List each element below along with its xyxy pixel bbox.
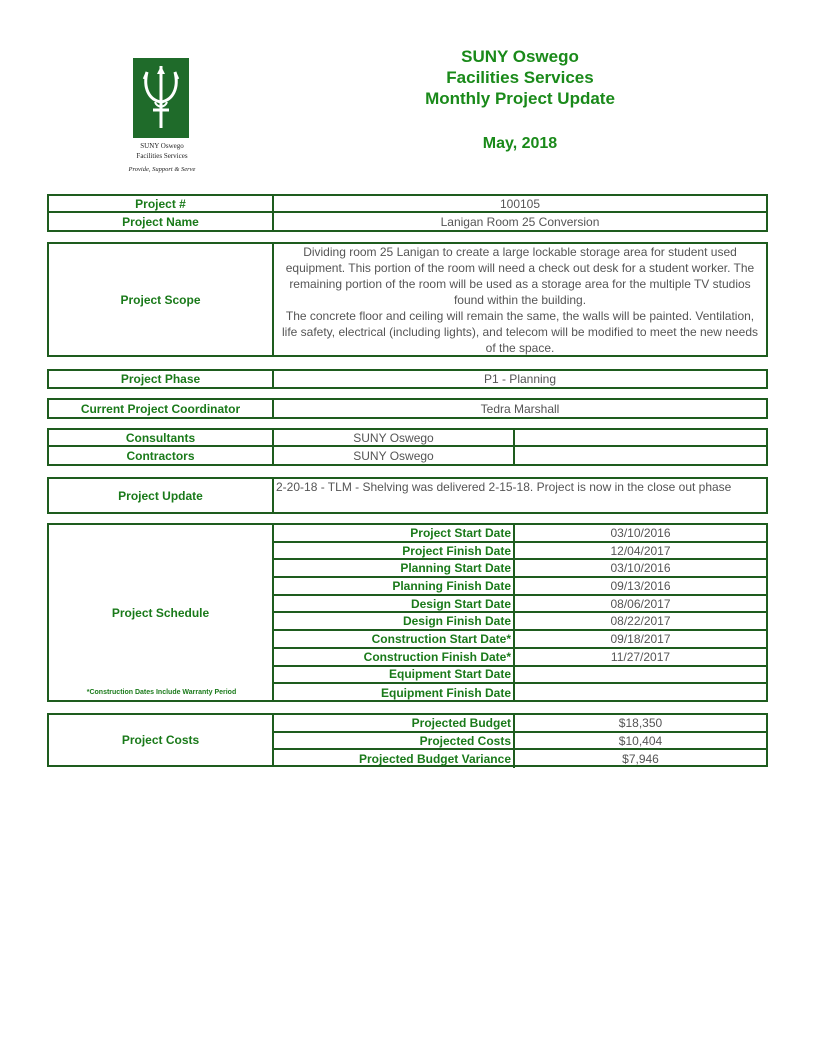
schedule-row-value [515, 667, 766, 683]
contractors-extra [515, 447, 766, 464]
project-phase-value: P1 - Planning [483, 372, 557, 386]
schedule-row-label: Project Start Date [274, 525, 515, 541]
project-update-label: Project Update [49, 479, 274, 512]
coordinator-table [47, 398, 768, 419]
schedule-row [274, 578, 766, 596]
schedule-row [274, 525, 766, 543]
project-costs-label [49, 715, 274, 765]
header-line-1: SUNY Oswego [461, 47, 579, 66]
logo-dept: Facilities Services [136, 152, 188, 160]
coordinator-row [49, 400, 766, 417]
schedule-row-value: 11/27/2017 [610, 649, 671, 664]
trident-icon [139, 62, 183, 134]
project-scope-value [274, 244, 766, 355]
cost-row-value: $7,946 [622, 752, 659, 767]
schedule-row-label: Project Finish Date [274, 543, 515, 559]
schedule-row [274, 667, 766, 685]
project-number-label: Project # [49, 196, 274, 211]
schedule-row [274, 543, 766, 561]
consultants-value: SUNY Oswego [274, 430, 515, 445]
schedule-row-value: 09/13/2016 [610, 578, 671, 593]
schedule-row [274, 613, 766, 631]
project-scope-row [49, 244, 766, 355]
schedule-row-value: 12/04/2017 [610, 543, 671, 558]
project-number-value: 100105 [499, 196, 541, 211]
cost-row [274, 715, 766, 733]
contractors-row [49, 447, 766, 464]
project-schedule-label [49, 525, 274, 700]
project-costs-table [47, 713, 768, 767]
project-schedule-label-text: Project Schedule [111, 605, 210, 620]
project-schedule-table [47, 523, 768, 702]
schedule-note: *Construction Dates Include Warranty Period [86, 689, 237, 696]
schedule-row-value: 03/10/2016 [610, 525, 671, 540]
suny-oswego-logo [133, 58, 189, 138]
project-scope-text-2: The concrete floor and ceiling will remain the same, the walls will be painted. Ventilation, life safety, electrical (including lights), and telecom will be modified to meet the new needs of the space. [281, 308, 758, 355]
coordinator-value: Tedra Marshall [480, 401, 560, 416]
schedule-row-value: 08/06/2017 [610, 596, 671, 611]
project-name-value: Lanigan Room 25 Conversion [440, 214, 600, 229]
coordinator-label: Current Project Coordinator [49, 400, 274, 417]
schedule-rows [274, 525, 766, 702]
schedule-row [274, 649, 766, 667]
cost-row [274, 750, 766, 768]
project-name-label: Project Name [49, 213, 274, 230]
project-scope-text-1: Dividing room 25 Lanigan to create a large lockable storage area for student used equipment. This portion of the room will need a check out desk for a student worker. The remaining portion of the room will be used as a storage area for the multiple TV studios found within the building. [285, 244, 755, 307]
logo-name: SUNY Oswego [140, 142, 184, 150]
project-name-row [49, 213, 766, 230]
schedule-row-label: Equipment Finish Date [274, 684, 515, 702]
project-number-row [49, 196, 766, 213]
project-scope-table [47, 242, 768, 357]
cost-row-value: $18,350 [618, 715, 663, 730]
cost-row-value: $10,404 [618, 733, 663, 748]
schedule-row-value: 08/22/2017 [610, 614, 671, 629]
header-title [360, 46, 680, 109]
header-line-3: Monthly Project Update [425, 89, 615, 108]
schedule-row-value [515, 684, 766, 702]
cost-row-label: Projected Budget [274, 715, 515, 731]
project-id-table [47, 194, 768, 232]
logo-tagline: Provide, Support & Serve [128, 166, 196, 173]
project-update-value: 2-20-18 - TLM - Shelving was delivered 2-15-18. Project is now in the close out phase [276, 480, 732, 494]
consultants-label: Consultants [49, 430, 274, 445]
schedule-row-value: 03/10/2016 [610, 561, 671, 576]
header-date: May, 2018 [482, 135, 558, 152]
schedule-row-label: Planning Finish Date [274, 578, 515, 594]
project-update-row [49, 479, 766, 512]
header-line-2: Facilities Services [446, 68, 594, 87]
schedule-row-label: Construction Start Date* [274, 631, 515, 647]
schedule-row-label: Design Start Date [274, 596, 515, 612]
consultants-row [49, 430, 766, 447]
schedule-row [274, 631, 766, 649]
schedule-row [274, 684, 766, 702]
consultants-table [47, 428, 768, 466]
project-update-table [47, 477, 768, 514]
cost-row [274, 733, 766, 751]
cost-rows [274, 715, 766, 768]
schedule-row [274, 560, 766, 578]
cost-row-label: Projected Costs [274, 733, 515, 749]
contractors-label: Contractors [49, 447, 274, 464]
project-costs-label-text: Project Costs [121, 733, 200, 747]
project-phase-label: Project Phase [49, 371, 274, 387]
project-scope-label: Project Scope [49, 244, 274, 355]
schedule-row-value: 09/18/2017 [610, 631, 671, 646]
project-phase-table [47, 369, 768, 389]
project-phase-row [49, 371, 766, 387]
schedule-row-label: Design Finish Date [274, 613, 515, 629]
schedule-row-label: Planning Start Date [274, 560, 515, 576]
schedule-row [274, 596, 766, 614]
consultants-extra [515, 430, 766, 445]
contractors-value: SUNY Oswego [274, 447, 515, 464]
schedule-row-label: Construction Finish Date* [274, 649, 515, 665]
schedule-row-label: Equipment Start Date [274, 667, 515, 683]
cost-row-label: Projected Budget Variance [274, 750, 515, 768]
